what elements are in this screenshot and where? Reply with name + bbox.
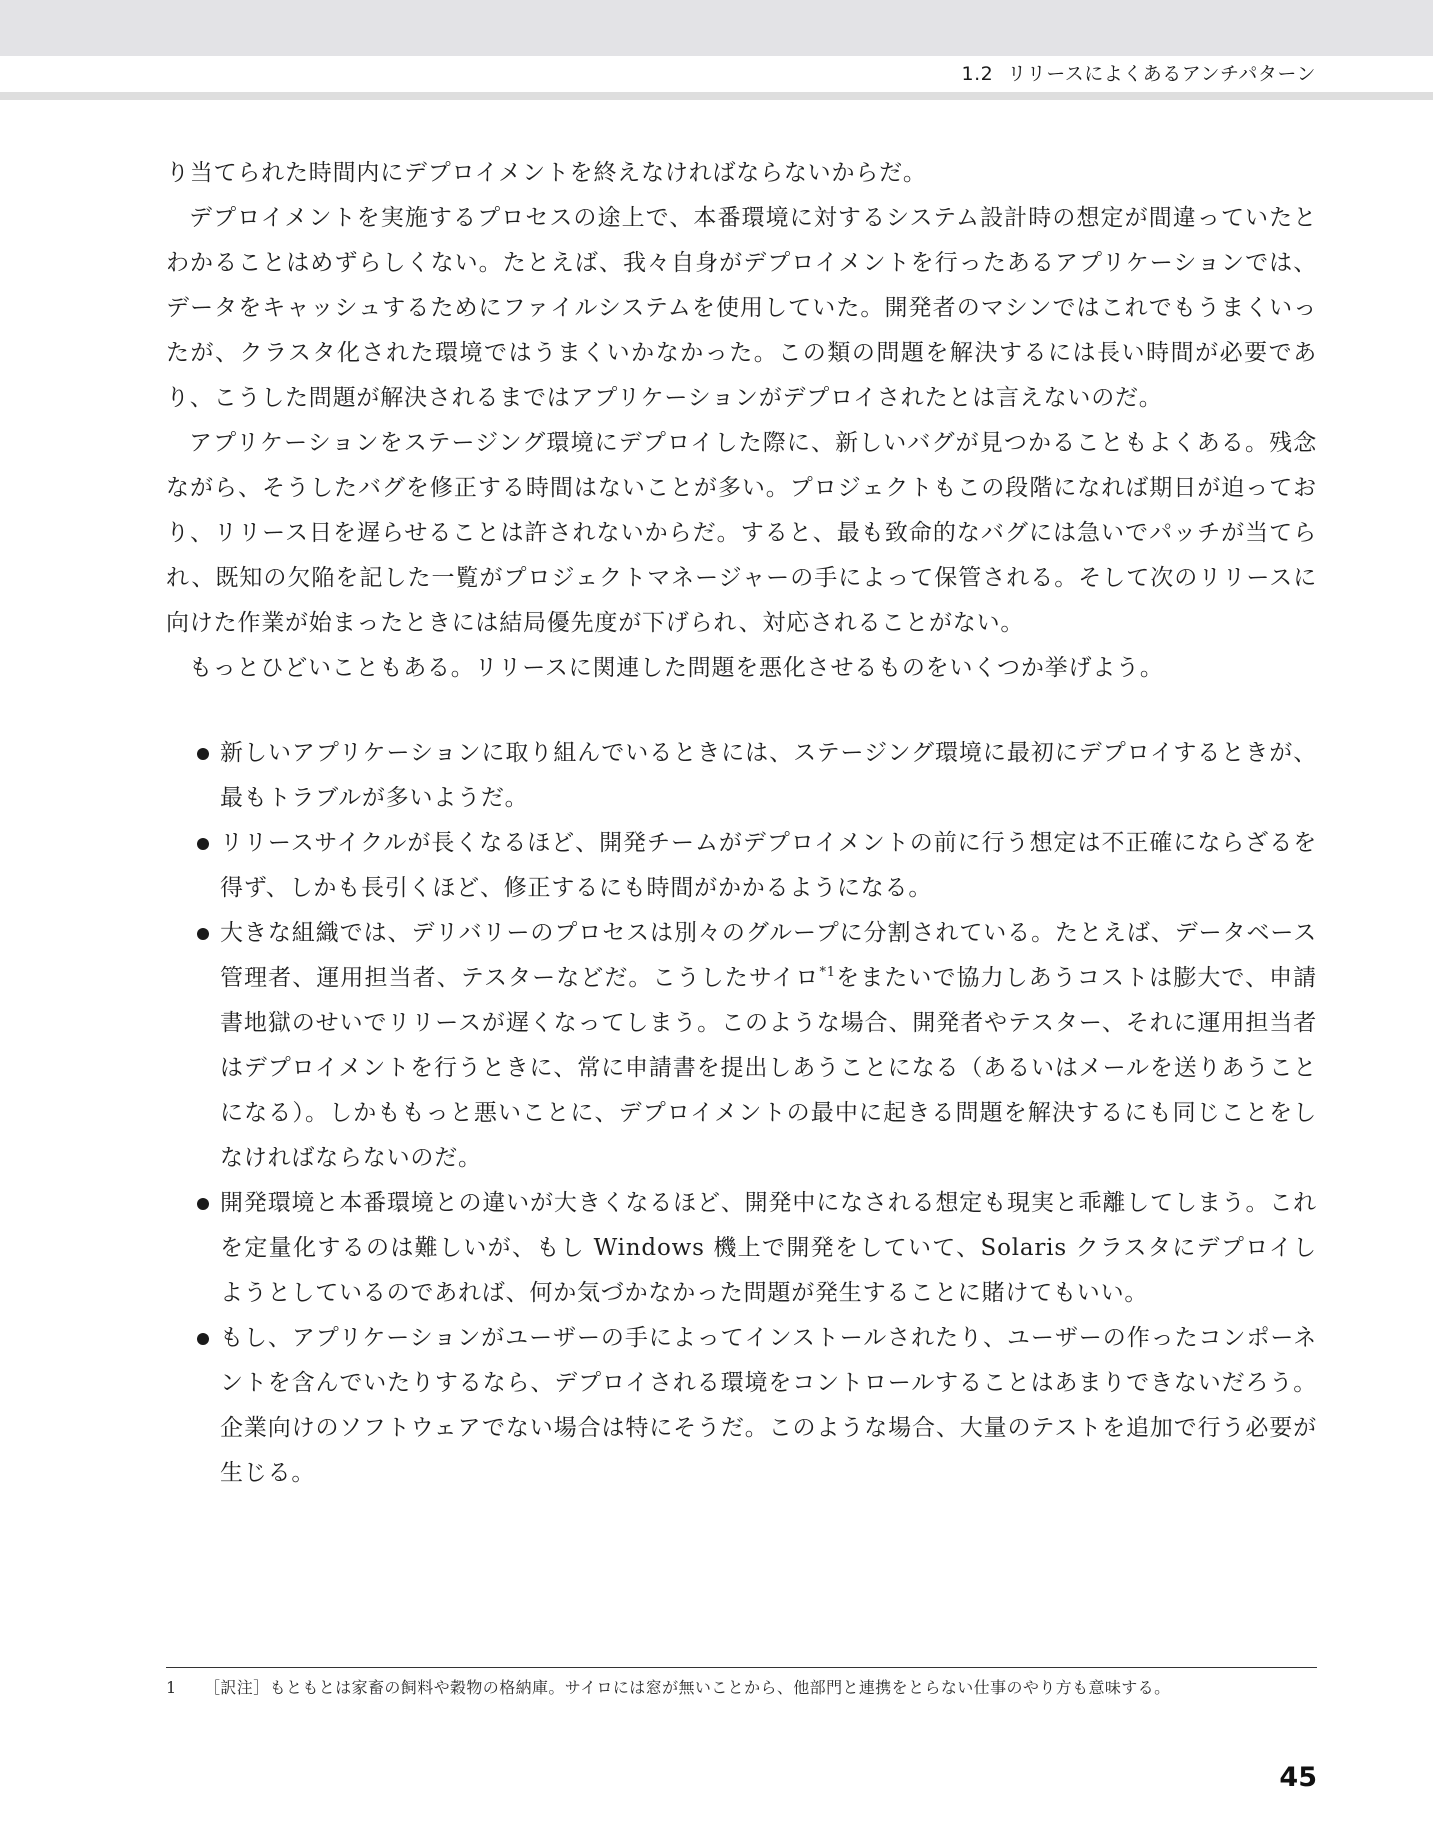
bullet-icon (197, 928, 209, 940)
section-title: リリースによくあるアンチパターン (1007, 63, 1316, 85)
bullet-list (166, 731, 1317, 1496)
bullet-text-part: をまたいで協力しあうコストは膨大で、申請書地獄のせいでリリースが遅くなってしまう。このような場合、開発者やテスター、それに運用担当者はデプロイメントを行うときに、常に申請書を提出しあうことになる（あるいはメールを送りあうことになる）。しかももっと悪いことに、デプロイメントの最中に起きる問題を解決するにも同じことをしなければならないのだ。 (220, 965, 1317, 1171)
footnote-reference[interactable]: *1 (819, 965, 836, 980)
footnote-text: ［訳注］もともとは家畜の飼料や穀物の格納庫。サイロには窓が無いことから、他部門と連携をとらない仕事のやり方も意味する。 (204, 1678, 1171, 1697)
bullet-icon (197, 1333, 209, 1345)
bullet-icon (197, 748, 209, 760)
bullet-item (166, 821, 1317, 911)
page-number: 45 (1279, 1762, 1317, 1793)
section-number: 1.2 (961, 63, 994, 85)
body-text (166, 151, 1317, 1496)
top-margin-band (0, 0, 1433, 56)
bullet-text-part: 大きな組織では、デリバリーのプロセスは別々のグループに分割されている。たとえば、データベース管理者、運用担当者、テスターなどだ。こうしたサイロ (220, 920, 1317, 991)
footnote-number: 1 (166, 1678, 177, 1697)
paragraph: もっとひどいこともある。リリースに関連した問題を悪化させるものをいくつか挙げよう。 (189, 655, 1164, 681)
bullet-text: もし、アプリケーションがユーザーの手によってインストールされたり、ユーザーの作ったコンポーネントを含んでいたりするなら、デプロイされる環境をコントロールすることはあまりできないだろう。企業向けのソフトウェアでない場合は特にそうだ。このような場合、大量のテストを追加で行う必要が生じる。 (220, 1325, 1317, 1486)
running-header (962, 59, 1317, 86)
paragraph-continued: り当てられた時間内にデプロイメントを終えなければならないからだ。 (166, 160, 927, 186)
paragraph: アプリケーションをステージング環境にデプロイした際に、新しいバグが見つかることもよくある。残念ながら、そうしたバグを修正する時間はないことが多い。プロジェクトもこの段階になれば期日が迫っており、リリース日を遅らせることは許されないからだ。すると、最も致命的なバグには急いでパッチが当てられ、既知の欠陥を記した一覧がプロジェクトマネージャーの手によって保管される。そして次のリリースに向けた作業が始まったときには結局優先度が下げられ、対応されることがない。 (166, 430, 1317, 636)
paragraph: デプロイメントを実施するプロセスの途上で、本番環境に対するシステム設計時の想定が間違っていたとわかることはめずらしくない。たとえば、我々自身がデプロイメントを行ったあるアプリケーションでは、データをキャッシュするためにファイルシステムを使用していた。開発者のマシンではこれでもうまくいったが、クラスタ化された環境ではうまくいかなかった。この類の問題を解決するには長い時間が必要であり、こうした問題が解決されるまではアプリケーションがデプロイされたとは言えないのだ。 (166, 205, 1317, 411)
bullet-text: 開発環境と本番環境との違いが大きくなるほど、開発中になされる想定も現実と乖離してしまう。これを定量化するのは難しいが、もし Windows 機上で開発をしていて、Solaris クラスタにデプロイしようとしているのであれば、何か気づかなかった問題が発生することに賭けてもいい。 (220, 1190, 1317, 1306)
header-rule (0, 92, 1433, 100)
bullet-item (166, 1316, 1317, 1496)
bullet-text: リリースサイクルが長くなるほど、開発チームがデプロイメントの前に行う想定は不正確にならざるを得ず、しかも長引くほど、修正するにも時間がかかるようになる。 (220, 830, 1317, 901)
bullet-item (166, 911, 1317, 1181)
bullet-item (166, 731, 1317, 821)
footnote (166, 1674, 1317, 1702)
footnote-rule (166, 1667, 1317, 1668)
bullet-item (166, 1181, 1317, 1316)
bullet-text: 新しいアプリケーションに取り組んでいるときには、ステージング環境に最初にデプロイするときが、最もトラブルが多いようだ。 (220, 740, 1317, 811)
bullet-icon (197, 1198, 209, 1210)
bullet-icon (197, 838, 209, 850)
